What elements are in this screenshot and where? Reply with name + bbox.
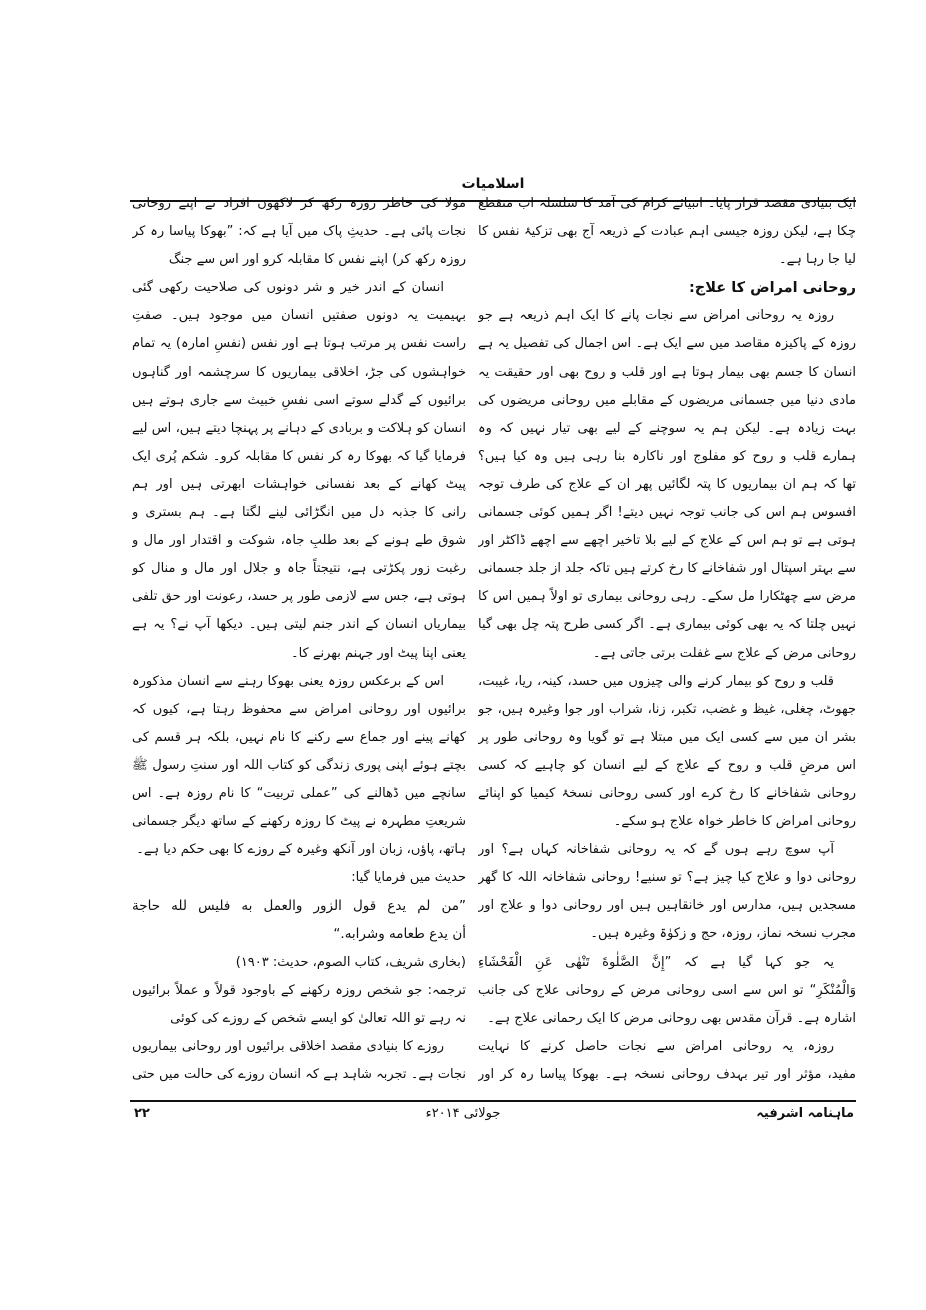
text-line: خواہشوں کی جڑ، اخلاقی بیماریوں کا سرچشمہ اور گناہوں [132, 364, 466, 380]
text-line: اس کے برعکس روزہ یعنی بھوکا رہنے سے انسان مذکورہ [132, 673, 444, 689]
text-line: چکا ہے، لیکن روزہ جیسی اہم عبادت کے ذریعہ آج بھی تزکیۂ نفس کا [478, 224, 856, 240]
text-line: روحانی شفاخانے کا رخ کرے اور کسی روحانی نسخۂ کیمیا کو اپنائے [478, 785, 856, 801]
text-line: کھانے پینے اور جماع سے رکنے کا نام نہیں، بلکہ ہر قسم کی [132, 729, 466, 745]
section-heading: روحانی امراض کا علاج: [689, 280, 856, 297]
text-line: روزہ یہ روحانی امراض سے نجات پانے کا ایک اہم ذریعہ ہے جو [478, 308, 834, 324]
text-line: تھا کہ ہم ان بیماریوں کا پتہ لگائیں پھر ان کے علاج کی طرف توجہ [478, 476, 856, 492]
text-line: برائیوں کے گدلے سوتے اسی نفسِ خبیث سے جاری ہوتے ہیں [132, 392, 466, 408]
text-line: بچتے ہوئے اپنی پوری زندگی کو کتاب اللہ اور سنتِ رسول ﷺ [132, 757, 466, 773]
text-line: قلب و روح کو بیمار کرنے والی چیزوں میں حسد، کینہ، ریا، غیبت، [478, 673, 834, 689]
text-line: سے بہتر اسپتال اور شفاخانے کا رخ کرتے ہیں تاکہ جلد از جلد جسمانی [478, 561, 856, 577]
text-line: روزے کا بنیادی مقصد اخلاقی برائیوں اور روحانی بیماریوں [132, 1038, 444, 1054]
text-line: روزہ کے پاکیزہ مقاصد میں سے ایک ہے۔ اس اجمال کی تفصیل یہ ہے [478, 336, 856, 352]
text-line: مولا کی خاطر روزہ رکھ کر لاکھوں افراد نے اپنے روحانی [132, 196, 466, 211]
text-line: نہیں چلتا کہ یہ بھی کوئی بیماری ہے۔ اگر کسی طرح پتہ چل بھی گیا [478, 617, 856, 633]
text-line: ہوتی ہے تو ہم اس کے علاج کے لیے بلا تاخیر اچھے سے اچھے ڈاکٹر اور [478, 533, 856, 549]
text-line: أن يدع طعامه وشرابه.“ [333, 926, 466, 943]
text-line: برائیوں اور روحانی امراض سے محفوظ رہتا ہے، کیوں کہ [132, 701, 466, 717]
text-line: انسان کے اندر خیر و شر دونوں کی صلاحیت رکھی گئی [132, 280, 444, 296]
text-line: سانچے میں ڈھالنے کی ”عملی تربیت“ کا نام روزہ ہے۔ اس [132, 785, 466, 801]
text-line: مادی دنیا میں جسمانی مریضوں کے مقابلے میں روحانی مریضوں کی [478, 392, 856, 408]
text-line: انسان کا جسم بھی بیمار ہوتا ہے اور قلب و روح بھی اور حقیقت یہ [478, 364, 856, 380]
text-line: مفید، مؤثر اور تیر بہدف روحانی نسخہ ہے۔ بھوکا پیاسا رہ کر اور [478, 1066, 856, 1082]
text-line: آپ سوچ رہے ہوں گے کہ یہ روحانی شفاخانہ کہاں ہے؟ اور [478, 842, 834, 858]
text-line: یہ جو کہا گیا ہے کہ ”إِنَّ الصَّلٰوةَ تَنْهٰى عَنِ الْفَحْشَاءِ [478, 954, 834, 970]
text-line: رانی کا جذبہ دل میں انگڑائی لینے لگتا ہے۔ ہم بستری و [132, 505, 466, 521]
text-line: روحانی امراض کا خاطر خواہ علاج ہو سکے۔ [613, 814, 856, 830]
text-line: (بخاری شریف، کتاب الصوم، حدیث: ۱۹۰۳) [235, 954, 466, 970]
issue-date: جولائی ۲۰۱۴ء [425, 1106, 501, 1121]
left-column [132, 190, 466, 1089]
text-line: ترجمہ: جو شخص روزہ رکھنے کے باوجود قولاً و عملاً برائیوں [132, 982, 466, 998]
text-line: نہ رہے تو اللہ تعالیٰ کو ایسے شخص کے روزے کی کوئی [170, 1010, 466, 1026]
section-title: اسلامیات [461, 176, 525, 192]
magazine-name: ماہنامہ اشرفیہ [756, 1106, 854, 1121]
text-line: نجات ہے۔ تجربہ شاہد ہے کہ انسان روزے کی حالت میں حتی [132, 1066, 466, 1082]
text-line: بہت زیادہ ہے۔ لیکن ہم یہ سوچنے کے لیے بھی تیار نہیں کہ وہ [478, 420, 856, 436]
text-line: حدیث میں فرمایا گیا: [351, 870, 466, 886]
text-line: رغبت زور پکڑتی ہے، نتیجتاً جاہ و جلال اور مال و منال کو [132, 561, 466, 577]
text-line: ”من لم يدع قول الزور والعمل به فليس لله حاجة [132, 898, 466, 915]
text-line: روحانی دوا و علاج کیا چیز ہے؟ تو سنیے! روحانی شفاخانہ اللہ کا گھر [478, 870, 856, 886]
text-line: اشارہ ہے۔ قرآن مقدس بھی روحانی مرض کا ایک رحمانی علاج ہے۔ [487, 1010, 856, 1026]
text-line: مرض سے چھٹکارا مل سکے۔ رہی روحانی بیماری تو اولاً ہمیں اس کا [478, 589, 856, 605]
text-line: راست نفس پر مرتب ہوتا ہے اور نفس (نفسِ امارہ) یہ تمام [132, 336, 466, 352]
text-line: افسوس ہم اس کی جانب توجہ نہیں دیتے! اگر ہمیں کوئی جسمانی [478, 505, 856, 521]
text-line: روزہ، یہ روحانی امراض سے نجات حاصل کرنے کا نہایت [478, 1038, 834, 1054]
text-line: وَالْمُنْكَرِ“ تو اس سے اسی روحانی مرض کے روحانی علاج کی جانب [478, 982, 856, 998]
text-line: ہمارے قلب و روح کو مفلوج اور ناکارہ بنا رہی ہیں وہ کیا ہیں؟ [478, 448, 856, 464]
text-line: ہوتی ہے، جس سے لازمی طور پر حسد، رعونت اور حق تلفی [132, 589, 466, 605]
text-line: مجرب نسخہ نماز، روزہ، حج و زکوٰۃ وغیرہ ہیں۔ [590, 926, 856, 942]
text-line: یعنی اپنا پیٹ اور جہنم بھرنے کا۔ [290, 645, 466, 661]
text-line: بیماریاں انسان کے اندر جنم لیتی ہیں۔ دیکھا آپ نے؟ یہ ہے [132, 617, 466, 633]
text-line: بہیمیت یہ دونوں صفتیں انسان میں موجود ہیں۔ صفتِ [132, 308, 466, 324]
text-line: فرمایا گیا کہ بھوکا رہ کر نفس کا مقابلہ کرو۔ شکم پُری ایک [132, 448, 466, 464]
text-line: ہاتھ، پاؤں، زبان اور آنکھ وغیرہ کے روزے کا بھی حکم دیا ہے۔ [136, 842, 466, 858]
text-line: انسان کو ہلاکت و بربادی کے دہانے پر پہنچا دیتے ہیں، اس لیے [132, 420, 466, 436]
text-line: پیٹ کھانے کے بعد نفسانی خواہشات ابھرتی ہیں اور ہم [132, 476, 466, 492]
right-column [478, 190, 856, 1089]
text-line: روحانی مرض کے علاج سے غفلت برتی جاتی ہے۔ [592, 645, 856, 661]
text-line: جھوٹ، چغلی، غیظ و غضب، تکبر، زنا، شراب اور جوا وغیرہ ہیں، جو [478, 701, 856, 717]
text-line: شوق طے ہونے کے بعد طلبِ جاہ، شوکت و اقتدار اور مال و [132, 533, 466, 549]
text-line: اس مرضِ قلب و روح کے علاج کے لیے انسان کو چاہیے کہ کسی [478, 757, 856, 773]
text-line: ایک بنیادی مقصد قرار پایا۔ انبیائے کرام کی آمد کا سلسلہ اب منقطع [478, 196, 856, 211]
text-line: بشر ان میں سے کسی ایک میں مبتلا ہے تو گویا وہ روحانی طور پر [478, 729, 856, 745]
text-line: شریعتِ مطہرہ نے پیٹ کا روزہ رکھنے کے ساتھ دیگر جسمانی [132, 814, 466, 830]
text-line: روزہ رکھ کر) اپنے نفس کا مقابلہ کرو اور اس سے جنگ [168, 252, 466, 268]
page-number: ۲۲ [134, 1106, 150, 1121]
text-line: مسجدیں ہیں، مدارس اور خانقاہیں ہیں اور روحانی دوا و علاج اور [478, 898, 856, 914]
footer-rule [130, 1100, 856, 1102]
text-line: لیا جا رہا ہے۔ [779, 252, 856, 268]
text-line: نجات پائی ہے۔ حدیثِ پاک میں آیا ہے کہ: ”بھوکا پیاسا رہ کر [132, 224, 466, 240]
